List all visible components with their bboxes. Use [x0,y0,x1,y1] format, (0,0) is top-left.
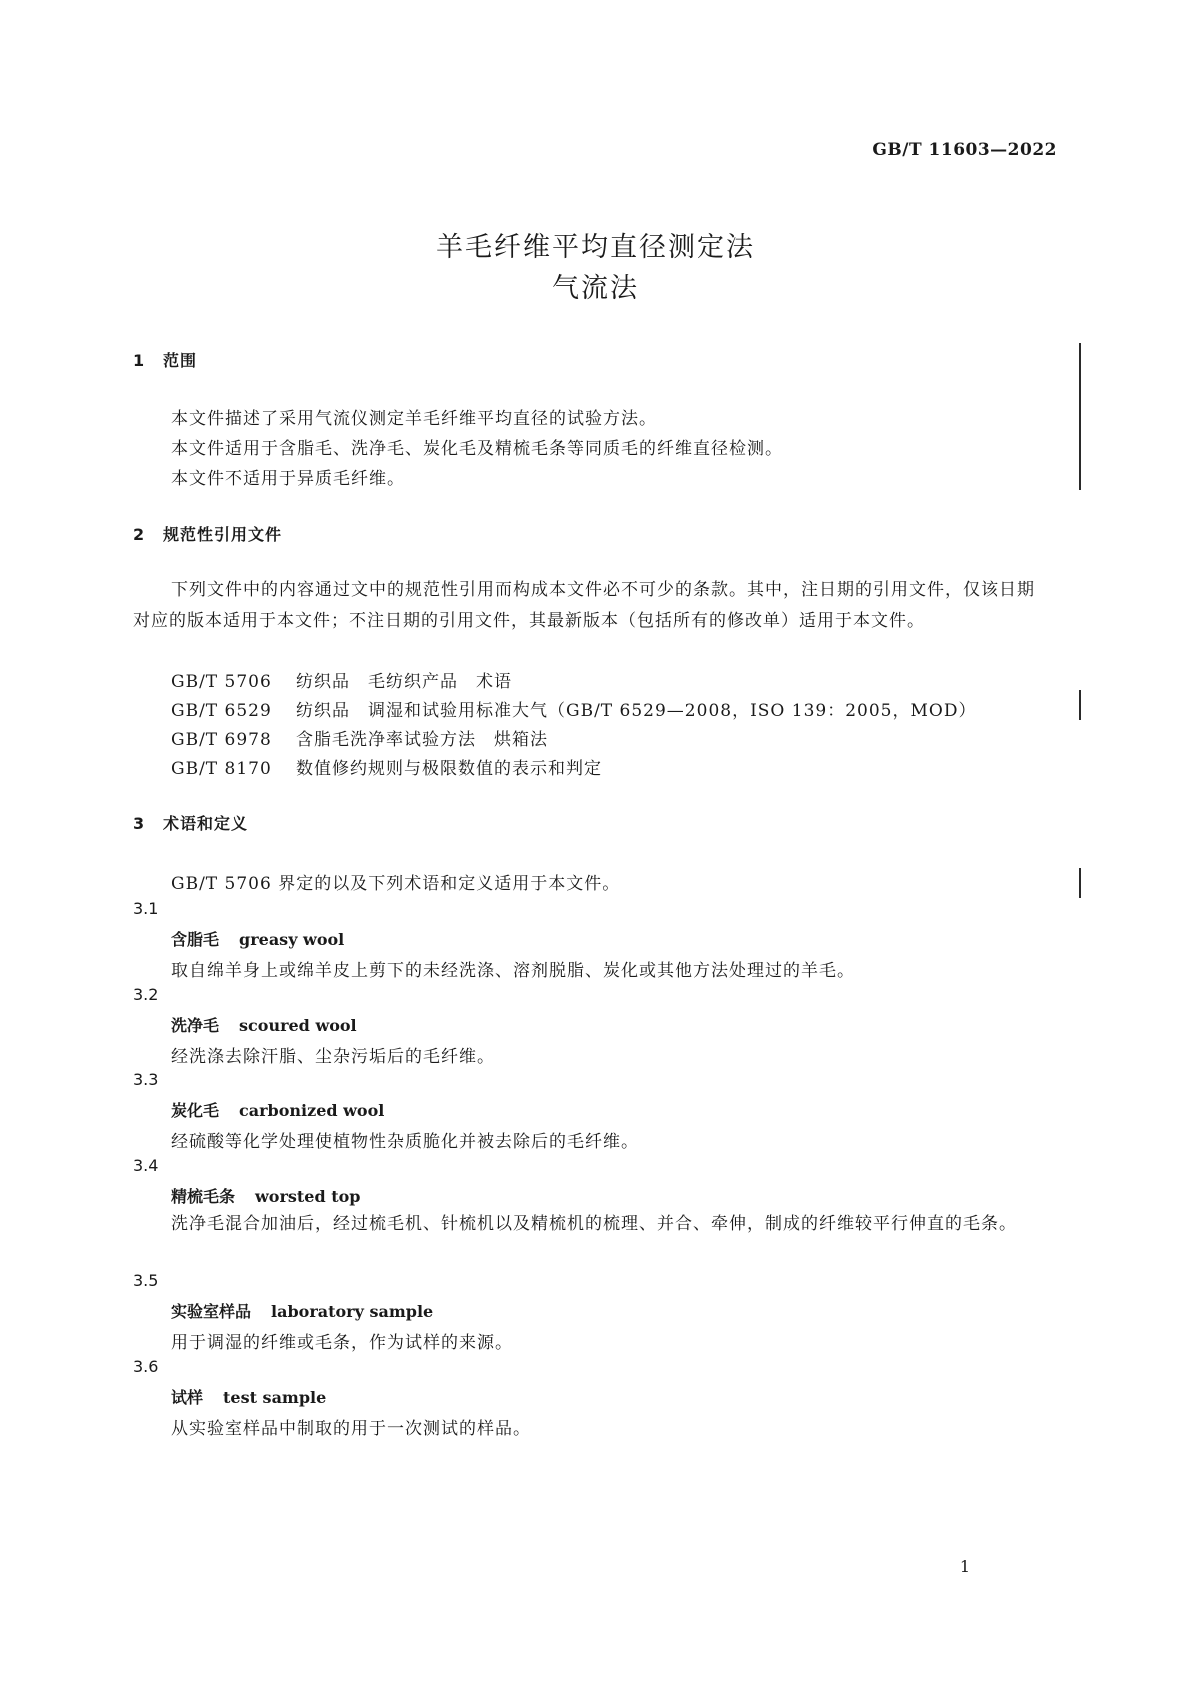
term-english: laboratory sample [271,1302,434,1321]
term-definition: 洗净毛混合加油后，经过梳毛机、针梳机以及精梳机的梳理、并合、牵伸，制成的纤维较平行伸直的毛条。 [171,1214,1017,1234]
term-english: test sample [223,1388,327,1407]
term-entry [171,1098,384,1121]
term-chinese: 实验室样品 [171,1302,252,1321]
term-number: 3.4 [133,1156,159,1175]
section-heading [133,348,197,371]
document-subtitle: 气流法 [552,273,639,304]
term-number: 3.2 [133,985,159,1004]
reference-item [171,696,976,721]
term-definition: 用于调湿的纤维或毛条，作为试样的来源。 [171,1333,513,1353]
term-definition: 经洗涤去除汗脂、尘杂污垢后的毛纤维。 [171,1047,495,1067]
paragraph: 本文件不适用于异质毛纤维。 [171,469,405,489]
term-entry [171,1299,433,1322]
term-chinese: 精梳毛条 [171,1187,236,1206]
section-number: 1 [133,351,146,370]
change-bar [1079,868,1081,898]
change-bar [1079,343,1081,490]
reference-title: 数值修约规则与极限数值的表示和判定 [296,759,602,779]
paragraph: 下列文件中的内容通过文中的规范性引用而构成本文件必不可少的条款。其中，注日期的引用文件，仅该日期对应的版本适用于本文件；不注日期的引用文件，其最新版本（包括所有的修改单）适用于本文件。 [133,580,1035,631]
term-english: scoured wool [239,1016,357,1035]
change-bar [1079,690,1081,720]
reference-code: GB/T 6529 [171,701,272,721]
section-title: 范围 [163,351,198,370]
reference-title: 纺织品 毛纺织产品 术语 [296,672,512,692]
page-number: 1 [959,1557,970,1576]
reference-code: GB/T 8170 [171,759,272,779]
term-number: 3.1 [133,899,159,918]
paragraph: 本文件适用于含脂毛、洗净毛、炭化毛及精梳毛条等同质毛的纤维直径检测。 [171,439,783,459]
term-number: 3.6 [133,1357,159,1376]
term-entry [171,1013,357,1036]
reference-code: GB/T 6978 [171,730,272,750]
section-title: 术语和定义 [163,814,249,833]
term-definition: 取自绵羊身上或绵羊皮上剪下的未经洗涤、溶剂脱脂、炭化或其他方法处理过的羊毛。 [171,961,855,981]
document-number: GB/T 11603—2022 [872,140,1057,160]
term-number: 3.5 [133,1271,159,1290]
term-chinese: 洗净毛 [171,1016,220,1035]
term-entry [171,1184,360,1207]
term-definition: 从实验室样品中制取的用于一次测试的样品。 [171,1419,531,1439]
section-title: 规范性引用文件 [163,525,283,544]
paragraph: GB/T 5706 界定的以及下列术语和定义适用于本文件。 [171,874,621,894]
document-title: 羊毛纤维平均直径测定法 [436,232,755,263]
term-english: worsted top [255,1187,361,1206]
term-definition: 经硫酸等化学处理使植物性杂质脆化并被去除后的毛纤维。 [171,1132,639,1152]
reference-code: GB/T 5706 [171,672,272,692]
reference-item [171,667,512,692]
term-entry [171,927,344,950]
section-heading [133,522,282,545]
term-entry [171,1385,326,1408]
term-chinese: 试样 [171,1388,204,1407]
reference-item [171,725,548,750]
term-number: 3.3 [133,1070,159,1089]
term-chinese: 炭化毛 [171,1101,220,1120]
term-english: greasy wool [239,930,345,949]
reference-title: 含脂毛洗净率试验方法 烘箱法 [296,730,548,750]
term-english: carbonized wool [239,1101,385,1120]
section-heading [133,811,248,834]
paragraph: 本文件描述了采用气流仪测定羊毛纤维平均直径的试验方法。 [171,409,657,429]
section-number: 2 [133,525,146,544]
reference-title: 纺织品 调湿和试验用标准大气（GB/T 6529—2008，ISO 139：2005，MOD） [296,701,977,721]
section-number: 3 [133,814,146,833]
reference-item [171,754,602,779]
term-chinese: 含脂毛 [171,930,220,949]
